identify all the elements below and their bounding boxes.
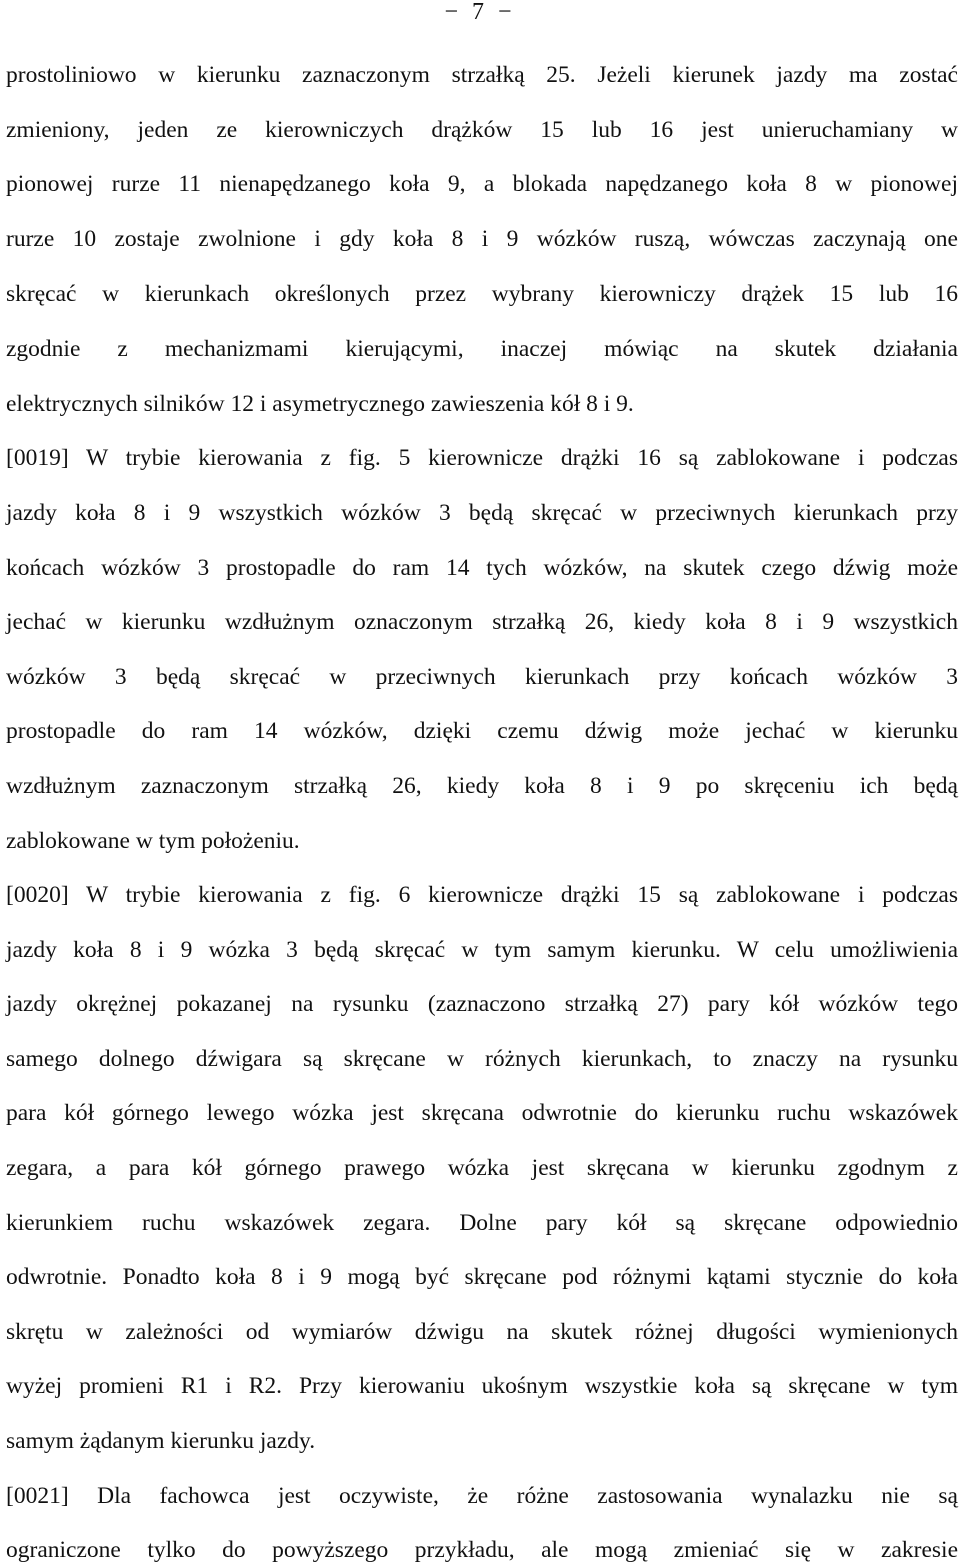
text-line: samym żądanym kierunku jazdy.: [6, 1428, 316, 1454]
page-number: − 7 −: [444, 0, 516, 25]
text-line: skrętu w zależności od wymiarów dźwigu na skutek różnej długości wymienionych: [6, 1319, 958, 1345]
text-line: elektrycznych silników 12 i asymetrycznego zawieszenia kół 8 i 9.: [6, 391, 634, 417]
text-line: końcach wózków 3 prostopadle do ram 14 tych wózków, na skutek czego dźwig może: [6, 555, 958, 581]
text-line: prostopadle do ram 14 wózków, dzięki czemu dźwig może jechać w kierunku: [6, 718, 958, 744]
text-line: samego dolnego dźwigara są skręcane w różnych kierunkach, to znaczy na rysunku: [6, 1046, 958, 1072]
text-line: rurze 10 zostaje zwolnione i gdy koła 8 i 9 wózków ruszą, wówczas zaczynają one: [6, 226, 958, 252]
text-line: ograniczone tylko do powyższego przykładu, ale mogą zmieniać się w zakresie: [6, 1537, 958, 1563]
text-line: jazdy okrężnej pokazanej na rysunku (zaznaczono strzałką 27) pary kół wózków tego: [6, 991, 958, 1017]
text-line: odwrotnie. Ponadto koła 8 i 9 mogą być skręcane pod różnymi kątami stycznie do koła: [6, 1264, 958, 1290]
text-line: [0020] W trybie kierowania z fig. 6 kierownicze drążki 15 są zablokowane i podczas: [6, 882, 958, 908]
text-line: zablokowane w tym położeniu.: [6, 828, 300, 854]
text-line: para kół górnego lewego wózka jest skręcana odwrotnie do kierunku ruchu wskazówek: [6, 1100, 958, 1126]
text-line: zmieniony, jeden ze kierowniczych drążków 15 lub 16 jest unieruchamiany w: [6, 117, 958, 143]
text-line: jazdy koła 8 i 9 wózka 3 będą skręcać w tym samym kierunku. W celu umożliwienia: [6, 937, 958, 963]
text-line: zegara, a para kół górnego prawego wózka jest skręcana w kierunku zgodnym z: [6, 1155, 958, 1181]
text-line: jechać w kierunku wzdłużnym oznaczonym strzałką 26, kiedy koła 8 i 9 wszystkich: [6, 609, 958, 635]
text-line: skręcać w kierunkach określonych przez wybrany kierowniczy drążek 15 lub 16: [6, 281, 958, 307]
text-line: [0019] W trybie kierowania z fig. 5 kierownicze drążki 16 są zablokowane i podczas: [6, 445, 958, 471]
text-line: kierunkiem ruchu wskazówek zegara. Dolne pary kół są skręcane odpowiednio: [6, 1210, 958, 1236]
text-line: pionowej rurze 11 nienapędzanego koła 9, a blokada napędzanego koła 8 w pionowej: [6, 171, 958, 197]
text-line: wyżej promieni R1 i R2. Przy kierowaniu ukośnym wszystkie koła są skręcane w tym: [6, 1373, 958, 1399]
text-line: wzdłużnym zaznaczonym strzałką 26, kiedy koła 8 i 9 po skręceniu ich będą: [6, 773, 958, 799]
text-line: jazdy koła 8 i 9 wszystkich wózków 3 będą skręcać w przeciwnych kierunkach przy: [6, 500, 958, 526]
text-line: wózków 3 będą skręcać w przeciwnych kierunkach przy końcach wózków 3: [6, 664, 958, 690]
text-line: [0021] Dla fachowca jest oczywiste, że różne zastosowania wynalazku nie są: [6, 1483, 958, 1509]
text-line: prostoliniowo w kierunku zaznaczonym strzałką 25. Jeżeli kierunek jazdy ma zostać: [6, 62, 958, 88]
text-line: zgodnie z mechanizmami kierującymi, inaczej mówiąc na skutek działania: [6, 336, 958, 362]
